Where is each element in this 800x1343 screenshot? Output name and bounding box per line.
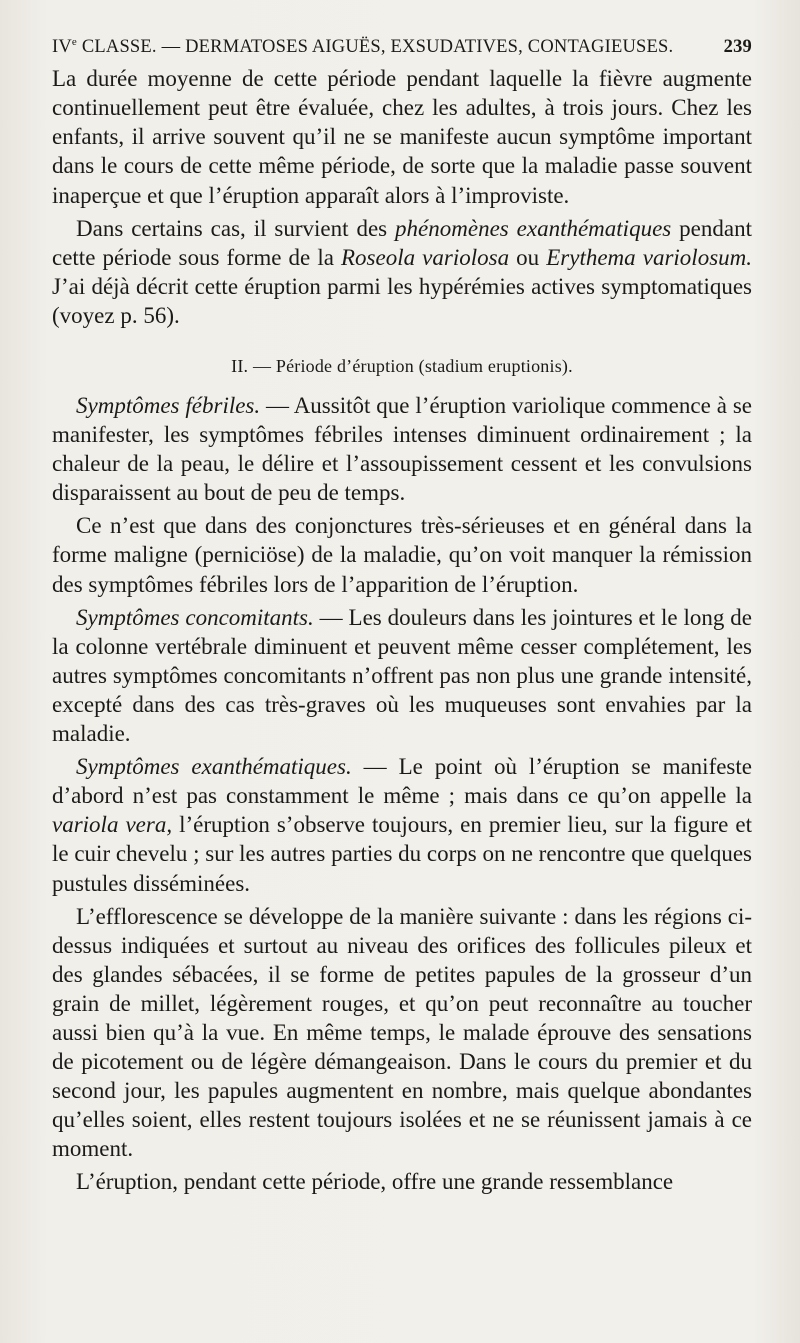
running-head xyxy=(52,36,752,58)
running-head-title: IVe CLASSE. — DERMATOSES AIGUËS, EXSUDATIVES, CONTAGIEUSES. xyxy=(52,36,674,58)
paragraph-exanthematic-symptoms: Symptômes exanthématiques. — Le point où l’éruption se manifeste d’abord n’est pas constamment le même ; mais dans ce qu’on appelle la variola vera, l’éruption s’observe toujours, en premier lieu, sur la figure et le cuir chevelu ; sur les autres parties du corps on ne rencontre que quelques pustules disséminées. xyxy=(52,754,752,896)
paragraph-malignant-form: Ce n’est que dans des conjonctures très-sérieuses et en général dans la forme maligne (perniciöse) de la maladie, qu’on voit manquer la rémission des symptômes fébriles lors de l’apparition de l’éruption. xyxy=(52,513,752,597)
paragraph-eruption-resemblance: L’éruption, pendant cette période, offre une grande ressemblance xyxy=(76,1169,674,1195)
paragraph-concomitant-symptoms: Symptômes concomitants. — Les douleurs dans les jointures et le long de la colonne vertébrale diminuent et peuvent même cesser complétement, les autres symptômes concomitants n’offrent pas non plus une grande intensité, excepté dans des cas très-graves où les muqueuses sont envahies par la maladie. xyxy=(52,604,752,747)
paragraph-efflorescence: L’efflorescence se développe de la manière suivante : dans les régions ci-dessus indiquées et surtout au niveau des orifices des follicules pileux et des glandes sébacées, il se forme de petites papules de la grosseur d’un grain de millet, légèrement rouges, et qu’on peut reconnaître au toucher aussi bien qu’à la vue. En même temps, le malade éprouve des sensations de picotement ou de légère démangeaison. Dans le cours du premier et du second jour, les papules augmentent en nombre, mais quelque abondantes qu’elles soient, elles restent toujours isolées et ne se réunissent jamais à ce moment. xyxy=(52,903,752,1162)
paragraph-febrile-symptoms: Symptômes fébriles. — Aussitôt que l’éruption variolique commence à se manifester, les symptômes fébriles intenses diminuent ordinairement ; la chaleur de la peau, le délire et l’assoupissement cessent et les convulsions disparaissent au bout de peu de temps. xyxy=(52,393,753,506)
page-number: 239 xyxy=(723,37,752,58)
paragraph-fever-duration: La durée moyenne de cette période pendant laquelle la fièvre augmente continuellement peut être évaluée, chez les adultes, à trois jours. Chez les enfants, il arrive souvent qu’il ne se manifeste aucun symptôme important dans le cours de cette même période, de sorte que la maladie passe souvent inaperçue et que l’éruption apparaît alors à l’improviste. xyxy=(52,66,752,208)
paragraph-exanthematic-phenomena: Dans certains cas, il survient des phénomènes exanthématiques pendant cette période sous forme de la Roseola variolosa ou Erythema variolosum. J’ai déjà décrit cette éruption parmi les hypérémies actives symptomatiques (voyez p. 56). xyxy=(52,215,752,328)
section-title: II. — Période d’éruption (stadium eruptionis). xyxy=(231,356,573,376)
